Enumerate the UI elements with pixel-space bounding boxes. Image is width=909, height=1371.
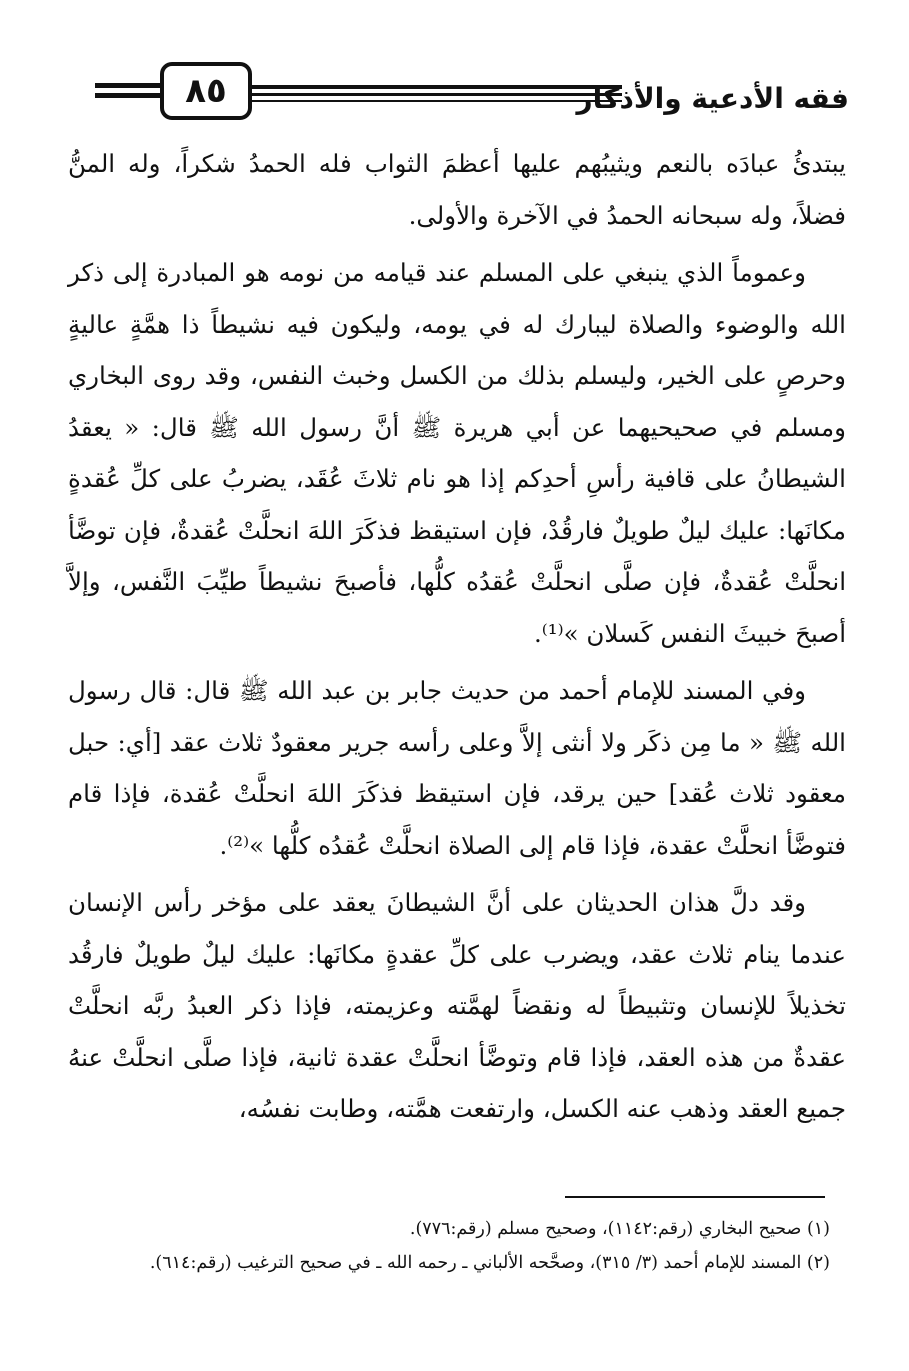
paragraph-3: وفي المسند للإمام أحمد من حديث جابر بن عبد الله ﷺ قال: قال رسول الله ﷺ « ما مِن ذكَر ولا أنثى إلاَّ وعلى رأسه جرير معقودٌ ثلاث عقد [أي: حبل معقود ثلاث عُقد] حين يرقد، فإن استيقظ فذكَرَ اللهَ انحلَّتْ عُقدة، فإذا قام فتوضَّأ انحلَّتْ عقدة، فإذا قام إلى الصلاة انحلَّتْ عُقدُه كلُّها »⁽²⁾. — [68, 676, 846, 860]
header-rule-right-mid — [252, 93, 622, 96]
footnote-2: (٢) المسند للإمام أحمد (٣/ ٣١٥)، وصحَّحه الألباني ـ رحمه الله ـ في صحيح الترغيب (رقم:٦١٤). — [149, 1253, 830, 1273]
main-text — [68, 138, 846, 1141]
footnote-separator — [565, 1196, 825, 1198]
footnotes — [60, 1212, 830, 1280]
page-number: ٨٥ — [160, 62, 252, 120]
paragraph-2: وعموماً الذي ينبغي على المسلم عند قيامه من نومه هو المبادرة إلى ذكر الله والوضوء والصلاة ليبارك له في يومه، وليكون فيه نشيطاً ذا همَّةٍ عاليةٍ وحرصٍ على الخير، وليسلم بذلك من الكسل وخبث النفس، وقد روى البخاري ومسلم في صحيحيهما عن أبي هريرة ﷺ أنَّ رسول الله ﷺ قال: « يعقدُ الشيطانُ على قافية رأسِ أحدِكم إذا هو نام ثلاثَ عُقَد، يضربُ على كلِّ عُقدةٍ مكانَها: عليك ليلٌ طويلٌ فارقُدْ، فإن استيقظ فذكَرَ اللهَ انحلَّتْ عُقدةٌ، فإن توضَّأ انحلَّتْ عُقدةٌ، فإن صلَّى انحلَّتْ عُقدُه كلُّها، فأصبحَ نشيطاً طيِّبَ النَّفس، وإلاَّ أصبحَ خبيثَ النفس كَسلان »⁽¹⁾. — [68, 258, 846, 648]
header-rule-right-top — [252, 85, 622, 89]
paragraph-4: وقد دلَّ هذان الحديثان على أنَّ الشيطانَ يعقد على مؤخر رأس الإنسان عندما ينام ثلاث عقد، ويضرب على كلِّ عقدةٍ مكانَها: عليك ليلٌ طويلٌ فارقُد تخذيلاً للإنسان وتثبيطاً له ونقضاً لهمَّته وعزيمته، فإذا ذكر العبدُ ربَّه انحلَّتْ عقدةٌ من هذه العقد، فإذا قام وتوضَّأ انحلَّتْ عقدة ثانية، فإذا صلَّى انحلَّتْ عنهُ جميع العقد وذهب عنه الكسل، وارتفعت همَّته، وطابت نفسُه، — [68, 888, 846, 1123]
header-rule-left-bottom — [95, 93, 163, 98]
running-title: فقه الأدعية والأذكار — [576, 82, 849, 115]
paragraph-1: يبتدئُ عبادَه بالنعم ويثيبُهم عليها أعظمَ الثواب فله الحمدُ شكراً، وله المنُّ فضلاً، وله سبحانه الحمدُ في الآخرة والأولى. — [68, 149, 846, 230]
footnote-1: (١) صحيح البخاري (رقم:١١٤٢)، وصحيح مسلم (رقم:٧٧٦). — [409, 1219, 830, 1239]
header-rule-left-top — [95, 83, 163, 88]
page-header — [0, 0, 909, 150]
header-rule-right-bottom — [252, 100, 622, 102]
